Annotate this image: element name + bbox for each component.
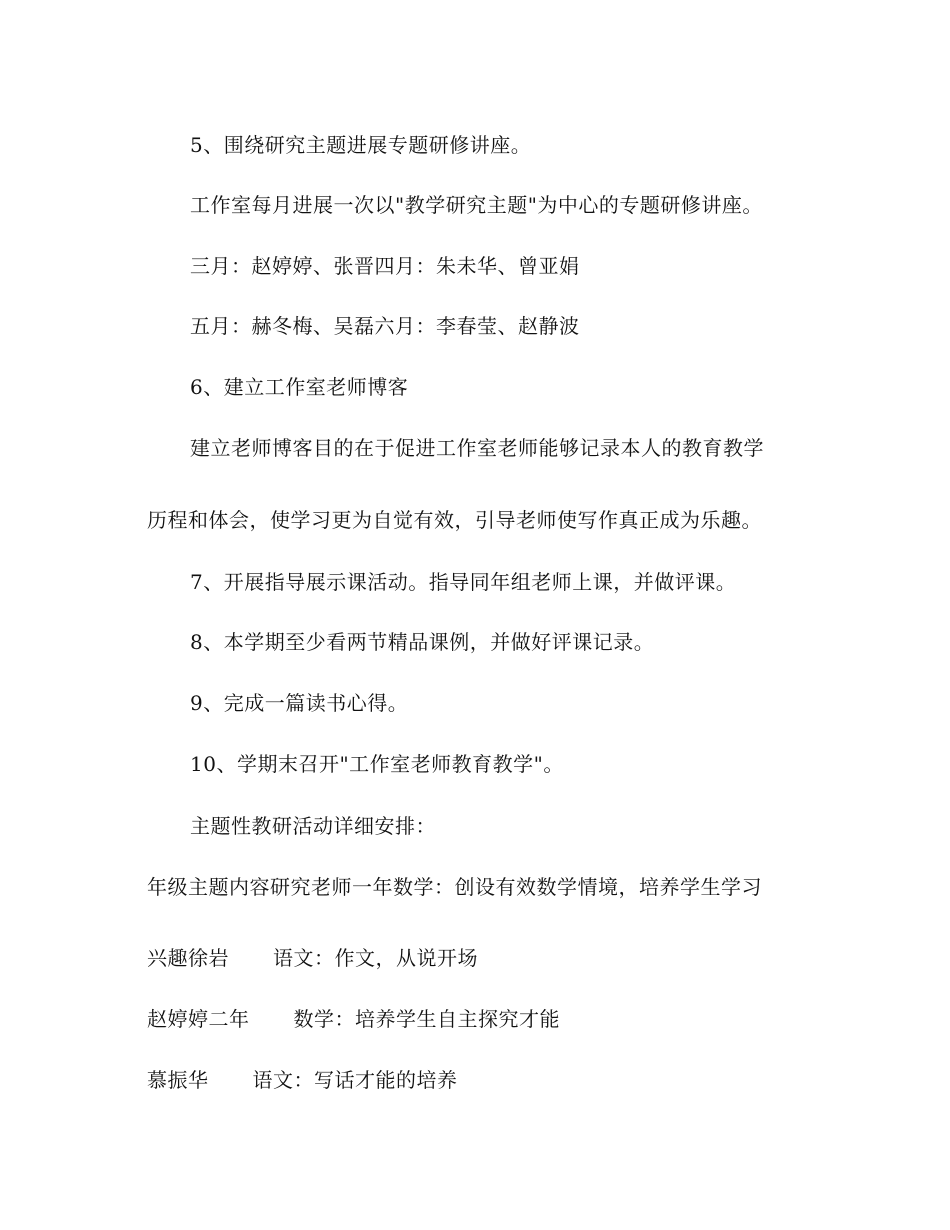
table-cell-content: 语文：作文，从说开场 — [273, 946, 478, 970]
paragraph-item-5: 5、围绕研究主题进展专题研修讲座。 — [190, 133, 532, 157]
table-header-line: 年级主题内容研究老师一年数学：创设有效数学情境，培养学生学习 — [147, 875, 762, 899]
paragraph-item-9: 9、完成一篇读书心得。 — [190, 691, 409, 715]
table-row — [147, 946, 478, 970]
table-cell-teacher: 兴趣徐岩 — [147, 946, 229, 970]
table-row — [147, 1068, 458, 1092]
table-cell-teacher: 赵婷婷二年 — [147, 1007, 250, 1031]
paragraph-item-6: 6、建立工作室老师博客 — [190, 375, 409, 399]
paragraph-item-8: 8、本学期至少看两节精品课例，并做好评课记录。 — [190, 630, 655, 654]
paragraph-schedule-march-april: 三月：赵婷婷、张晋四月：朱未华、曾亚娟 — [190, 254, 580, 278]
paragraph-schedule-may-june: 五月：赫冬梅、吴磊六月：李春莹、赵静波 — [190, 314, 580, 338]
table-cell-content: 数学：培养学生自主探究才能 — [293, 1007, 560, 1031]
paragraph-blog-purpose-line2: 历程和体会，使学习更为自觉有效，引导老师使写作真正成为乐趣。 — [147, 508, 762, 532]
paragraph-lecture-description: 工作室每月进展一次以"教学研究主题"为中心的专题研修讲座。 — [190, 193, 763, 217]
paragraph-arrangement-heading: 主题性教研活动详细安排： — [190, 814, 436, 838]
table-cell-teacher: 慕振华 — [147, 1068, 209, 1092]
table-row — [147, 1007, 560, 1031]
paragraph-item-7: 7、开展指导展示课活动。指导同年组老师上课，并做评课。 — [190, 570, 737, 594]
paragraph-item-10: 10、学期末召开"工作室老师教育教学"。 — [190, 752, 564, 776]
table-cell-content: 语文：写话才能的培养 — [252, 1068, 458, 1092]
paragraph-blog-purpose-line1: 建立老师博客目的在于促进工作室老师能够记录本人的教育教学 — [190, 436, 764, 460]
